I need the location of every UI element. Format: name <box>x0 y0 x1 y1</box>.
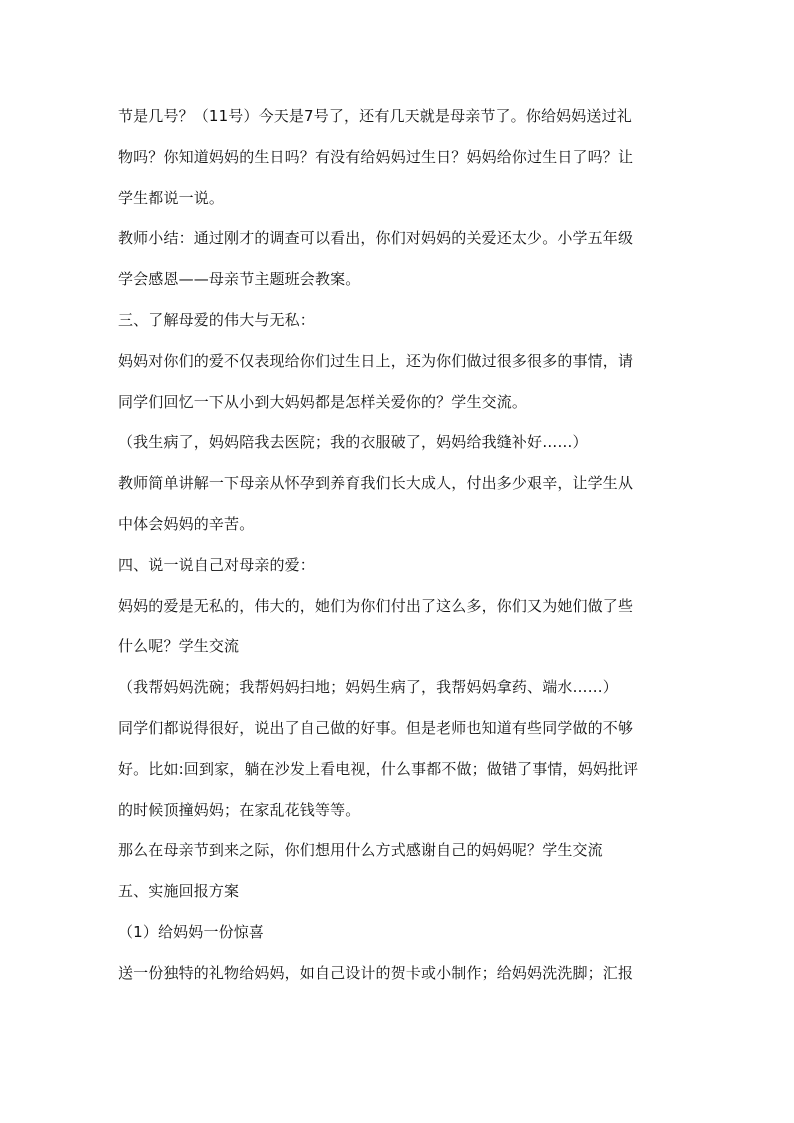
text-line: 同学们回忆一下从小到大妈妈都是怎样关爱你的？学生交流。 <box>118 392 528 411</box>
text-line: 的时候顶撞妈妈；在家乱花钱等等。 <box>118 800 361 819</box>
text-line: 妈妈的爱是无私的，伟大的，她们为你们付出了这么多，你们又为她们做了些 <box>118 596 634 615</box>
sub-heading: （1）给妈妈一份惊喜 <box>118 922 265 941</box>
text-line: 节是几号？（11号）今天是7号了，还有几天就是母亲节了。你给妈妈送过礼 <box>118 107 632 125</box>
text-line: 物吗？你知道妈妈的生日吗？有没有给妈妈过生日？妈妈给你过生日了吗？让 <box>118 147 634 166</box>
text-line: 学会感恩——母亲节主题班会教案。 <box>118 270 361 289</box>
text-line: 学生都说一说。 <box>118 188 225 207</box>
text-line: 送一份独特的礼物给妈妈，如自己设计的贺卡或小制作；给妈妈洗洗脚；汇报 <box>118 963 634 982</box>
document-body <box>118 96 678 994</box>
text-line: （我帮妈妈洗碗；我帮妈妈扫地；妈妈生病了，我帮妈妈拿药、端水……） <box>118 678 618 697</box>
section-heading: 三、了解母爱的伟大与无私： <box>118 310 315 329</box>
text-line: 同学们都说得很好，说出了自己做的好事。但是老师也知道有些同学做的不够 <box>118 718 634 737</box>
text-line: 中体会妈妈的辛苦。 <box>118 514 255 533</box>
section-heading: 四、说一说自己对母亲的爱： <box>118 555 315 574</box>
section-heading: 五、实施回报方案 <box>118 882 240 901</box>
text-line: 教师简单讲解一下母亲从怀孕到养育我们长大成人，付出多少艰辛，让学生从 <box>118 474 634 493</box>
text-line: （我生病了，妈妈陪我去医院；我的衣服破了，妈妈给我缝补好……） <box>118 433 588 452</box>
text-line: 那么在母亲节到来之际，你们想用什么方式感谢自己的妈妈呢？学生交流 <box>118 841 603 860</box>
text-line: 什么呢？学生交流 <box>118 637 240 656</box>
text-line: 教师小结：通过刚才的调查可以看出，你们对妈妈的关爱还太少。小学五年级 <box>118 229 634 248</box>
text-line: 好。比如:回到家，躺在沙发上看电视，什么事都不做；做错了事情，妈妈批评 <box>118 759 639 778</box>
text-line: 妈妈对你们的爱不仅表现给你们过生日上，还为你们做过很多很多的事情，请 <box>118 351 634 370</box>
